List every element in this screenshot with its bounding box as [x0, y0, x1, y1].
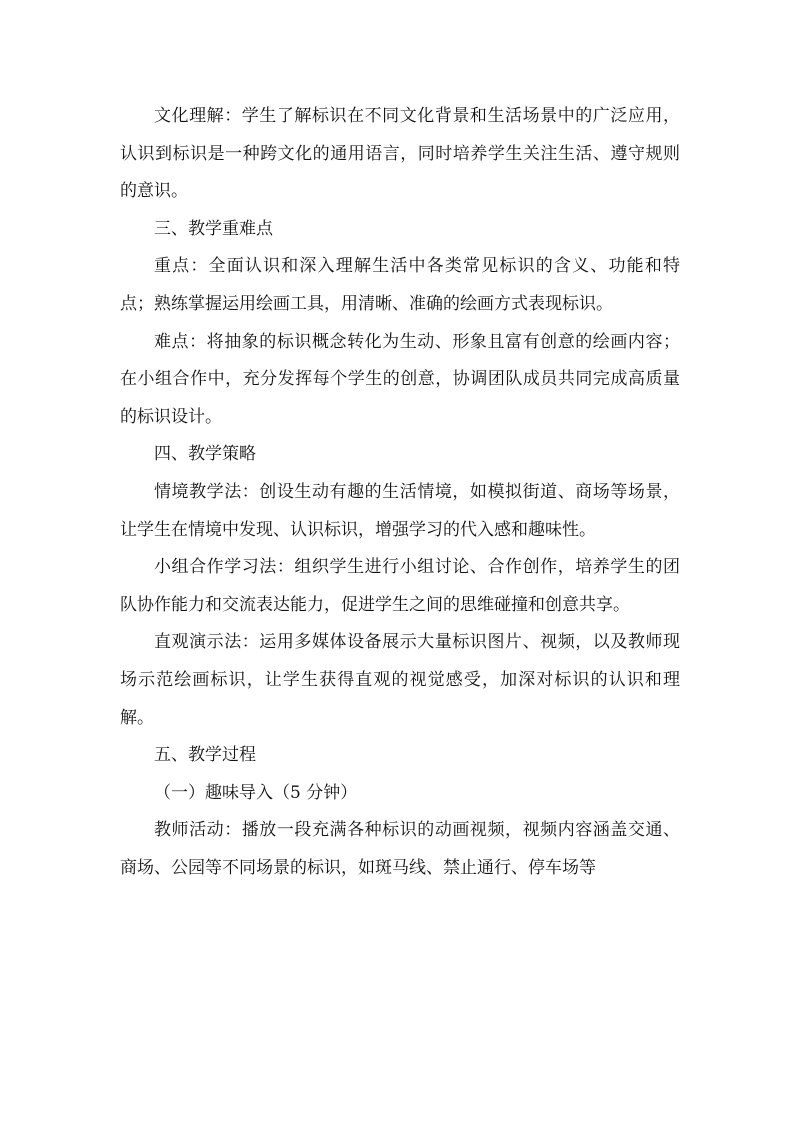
- paragraph-teacher-activity: 教师活动：播放一段充满各种标识的动画视频，视频内容涵盖交通、商场、公园等不同场景的标识，如斑马线、禁止通行、停车场等: [120, 820, 680, 878]
- paragraph-situational-teaching: 情境教学法：创设生动有趣的生活情境，如模拟街道、商场等场景，让学生在情境中发现、认识标识，增强学习的代入感和趣味性。: [120, 481, 680, 540]
- paragraph-key-points: 重点：全面认识和深入理解生活中各类常见标识的含义、功能和特点；熟练掌握运用绘画工具，用清晰、准确的绘画方式表现标识。: [120, 256, 680, 314]
- document-body: [120, 98, 680, 887]
- paragraph-difficulties: 难点：将抽象的标识概念转化为生动、形象且富有创意的绘画内容；在小组合作中，充分发挥每个学生的创意，协调团队成员共同完成高质量的标识设计。: [120, 331, 680, 427]
- heading-teaching-process: 五、教学过程: [154, 745, 256, 766]
- paragraph-demonstration: 直观演示法：运用多媒体设备展示大量标识图片、视频，以及教师现场示范绘画标识，让学生获得直观的视觉感受，加深对标识的认识和理解。: [120, 632, 680, 728]
- paragraph-group-learning: 小组合作学习法：组织学生进行小组讨论、合作创作，培养学生的团队协作能力和交流表达能力，促进学生之间的思维碰撞和创意共享。: [120, 557, 680, 615]
- subheading-fun-introduction: （一）趣味导入（5 分钟）: [154, 782, 358, 803]
- heading-key-difficulties: 三、教学重难点: [154, 218, 273, 239]
- paragraph-culture-understanding: 文化理解：学生了解标识在不同文化背景和生活场景中的广泛应用，认识到标识是一种跨文化的通用语言，同时培养学生关注生活、遵守规则的意识。: [120, 106, 680, 202]
- heading-teaching-strategies: 四、教学策略: [154, 444, 256, 465]
